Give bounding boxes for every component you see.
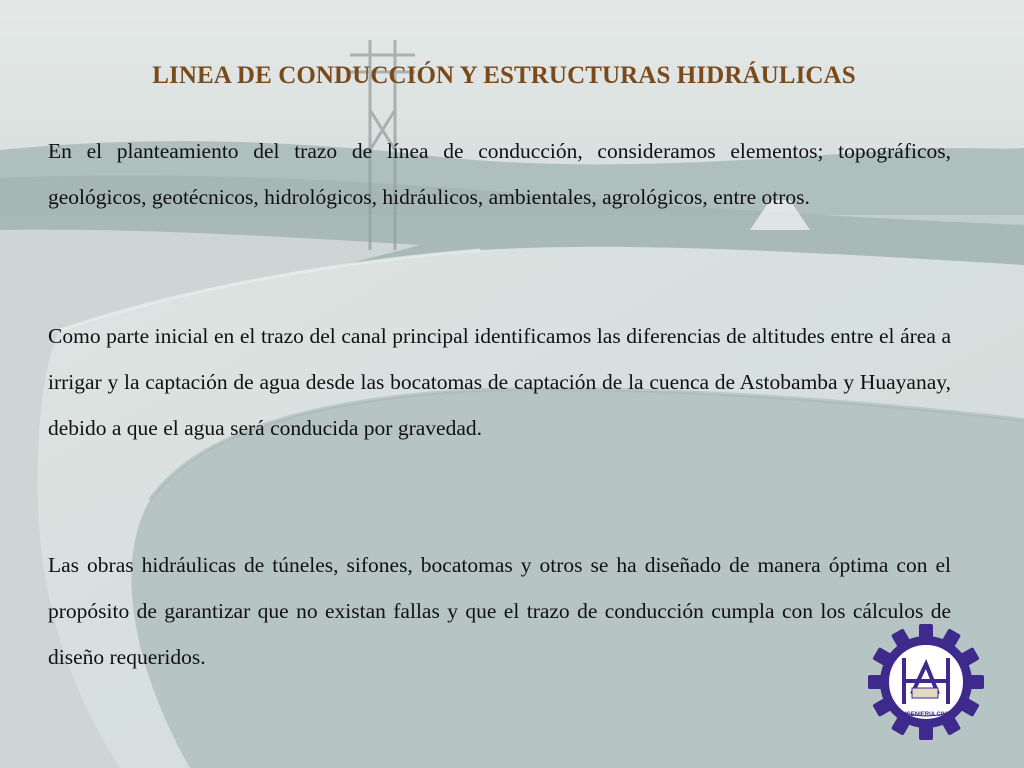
civil-engineering-gear-logo [868,624,984,740]
slide-title: LINEA DE CONDUCCIÓN Y ESTRUCTURAS HIDRÁULICAS [152,62,856,89]
logo-label: INGENIERIA CIVIL [900,712,952,718]
paragraph-elements: En el planteamiento del trazo de línea de conducción, consideramos elementos; topográficos, geológicos, geotécnicos, hidrológicos, hidráulicos, ambientales, agrológicos, entre otros. [48,139,951,209]
paragraph-canal-route: Como parte inicial en el trazo del canal principal identificamos las diferencias de altitudes entre el área a irrigar y la captación de agua desde las bocatomas de captación de la cuenca de Astobamba y Huayanay, debido a que el agua será conducida por gravedad. [48,324,951,440]
paragraph-hydraulic-works: Las obras hidráulicas de túneles, sifones, bocatomas y otros se ha diseñado de manera óptima con el propósito de garantizar que no existan fallas y que el trazo de conducción cumpla con los cálculos de diseño requeridos. [48,553,951,669]
